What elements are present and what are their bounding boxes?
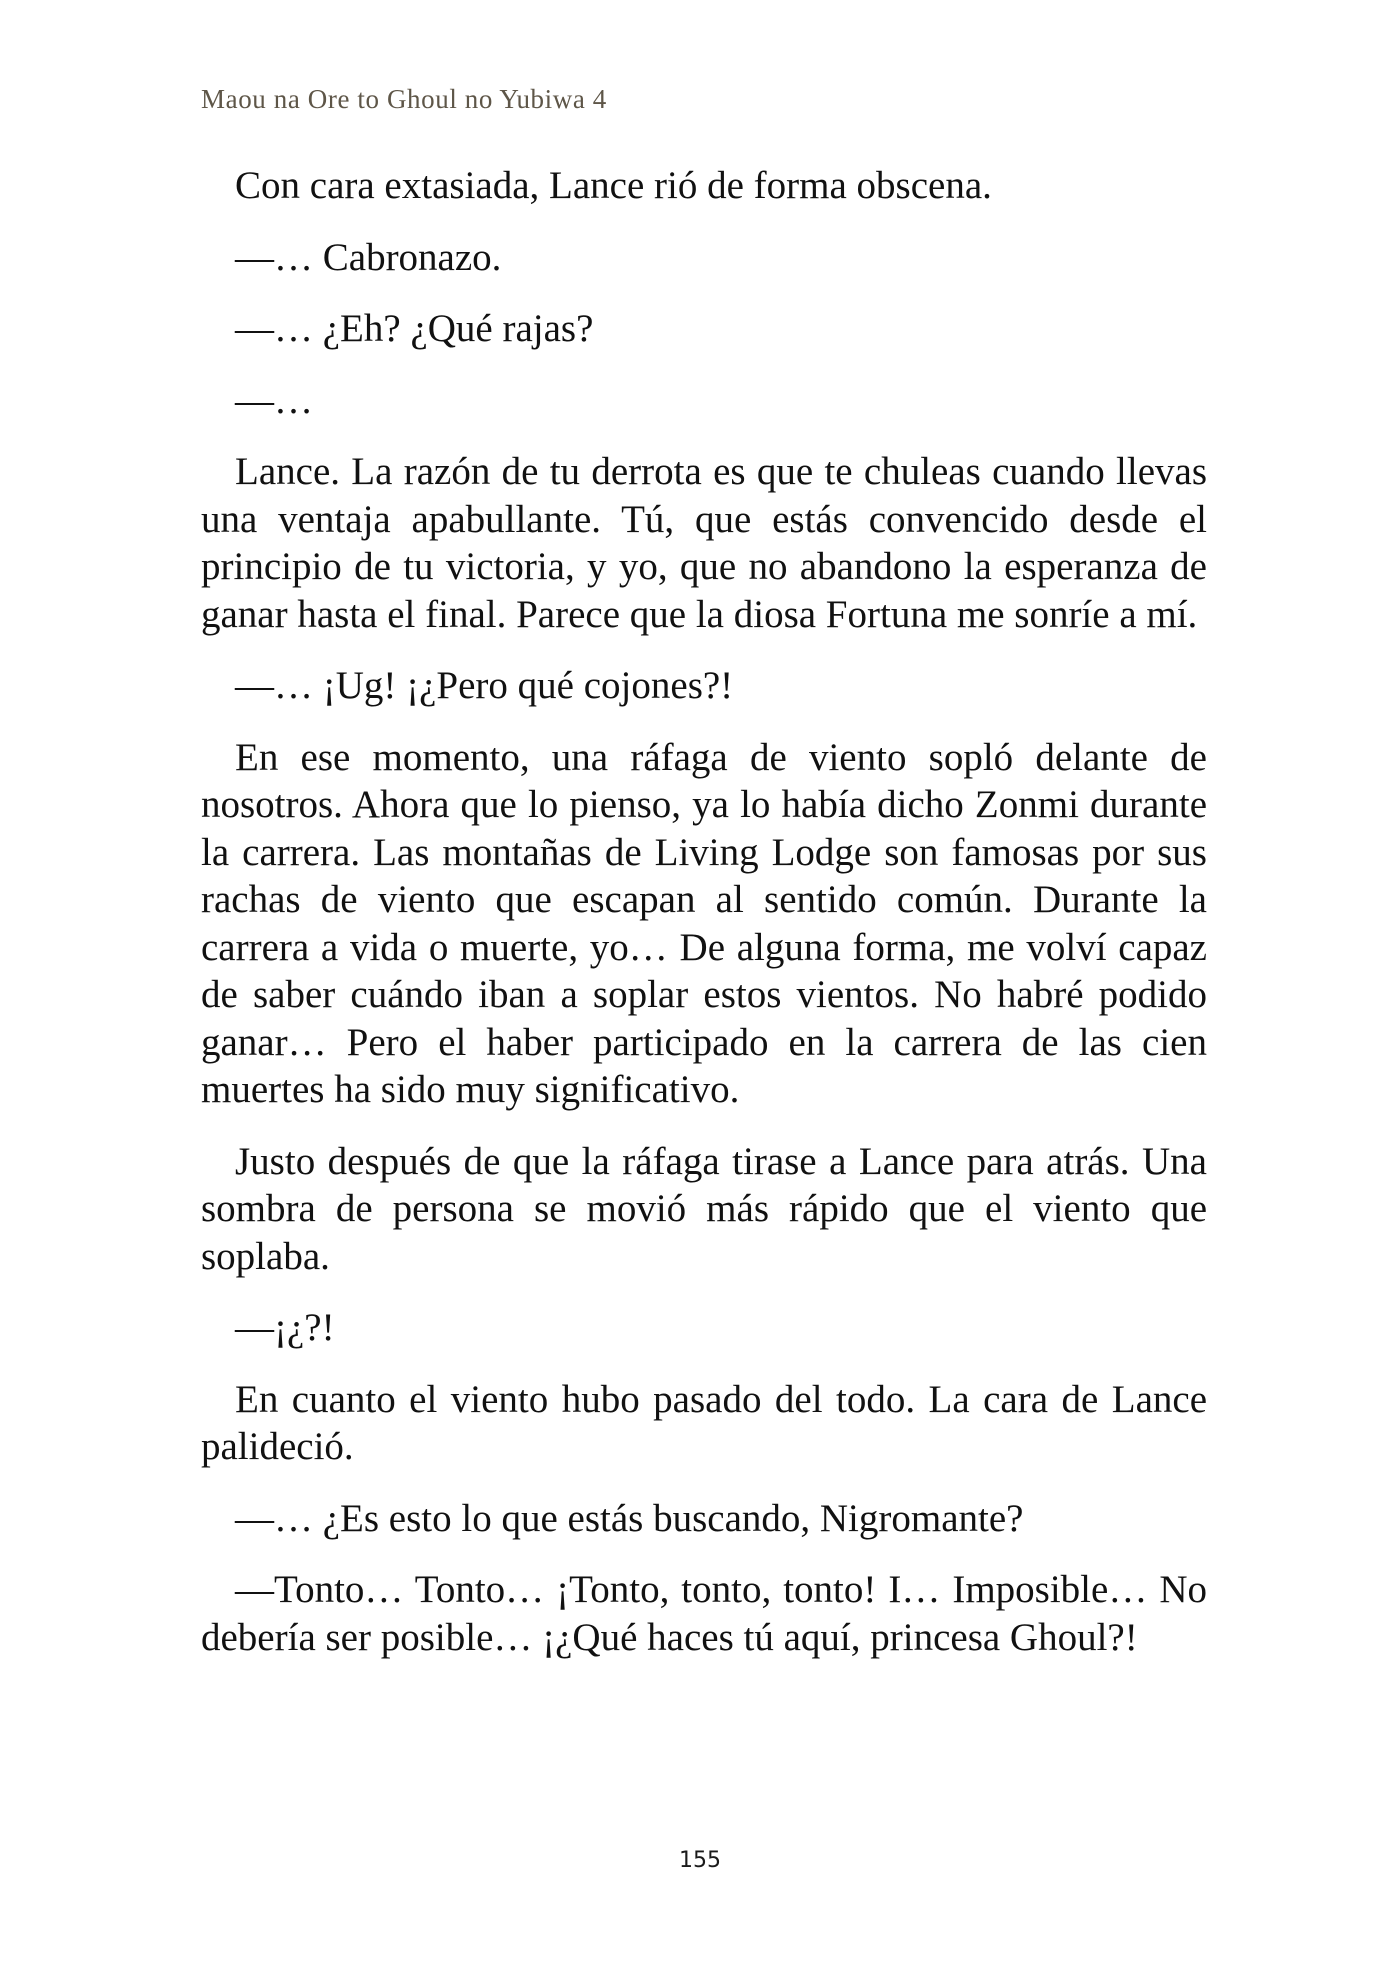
running-header-title: Maou na Ore to Ghoul no Yubiwa 4 <box>201 84 607 114</box>
paragraph: En cuanto el viento hubo pasado del todo. La cara de Lance palideció. <box>201 1377 1207 1468</box>
paragraph: Justo después de que la ráfaga tirase a Lance para atrás. Una sombra de persona se movió más rápido que el viento que soplaba. <box>201 1139 1207 1278</box>
dialogue-line: —… ¿Es esto lo que estás buscando, Nigromante? <box>235 1496 1024 1540</box>
dialogue-line: —… Cabronazo. <box>235 235 502 279</box>
paragraph: Con cara extasiada, Lance rió de forma obscena. <box>235 164 992 207</box>
paragraph: —Tonto… Tonto… ¡Tonto, tonto, tonto! I… Imposible… No debería ser posible… ¡¿Qué haces tú aquí, princesa Ghoul?! <box>201 1568 1207 1659</box>
dialogue-line: —¡¿?! <box>235 1306 335 1349</box>
chapter-body-text <box>201 162 1207 1685</box>
dialogue-line: —… <box>235 378 313 422</box>
paragraph: En ese momento, una ráfaga de viento sopló delante de nosotros. Ahora que lo pienso, ya lo había dicho Zonmi durante la carrera. Las montañas de Living Lodge son famosas por sus rachas de viento que escapan al sentido común. Durante la carrera a vida o muerte, yo… De alguna forma, me volví capaz de saber cuándo iban a soplar estos vientos. No habré podido ganar… Pero el haber participado en la carrera de las cien muertes ha sido muy significativo. <box>201 735 1207 1111</box>
dialogue-line: —… ¡Ug! ¡¿Pero qué cojones?! <box>235 664 734 707</box>
page-number: 155 <box>679 1848 721 1873</box>
dialogue-line: —… ¿Eh? ¿Qué rajas? <box>235 307 594 350</box>
paragraph: Lance. La razón de tu derrota es que te chuleas cuando llevas una ventaja apabullante. Tú, que estás convencido desde el principio de tu victoria, y yo, que no abandono la esperanza de ganar hasta el final. Parece que la diosa Fortuna me sonríe a mí. <box>201 450 1207 636</box>
